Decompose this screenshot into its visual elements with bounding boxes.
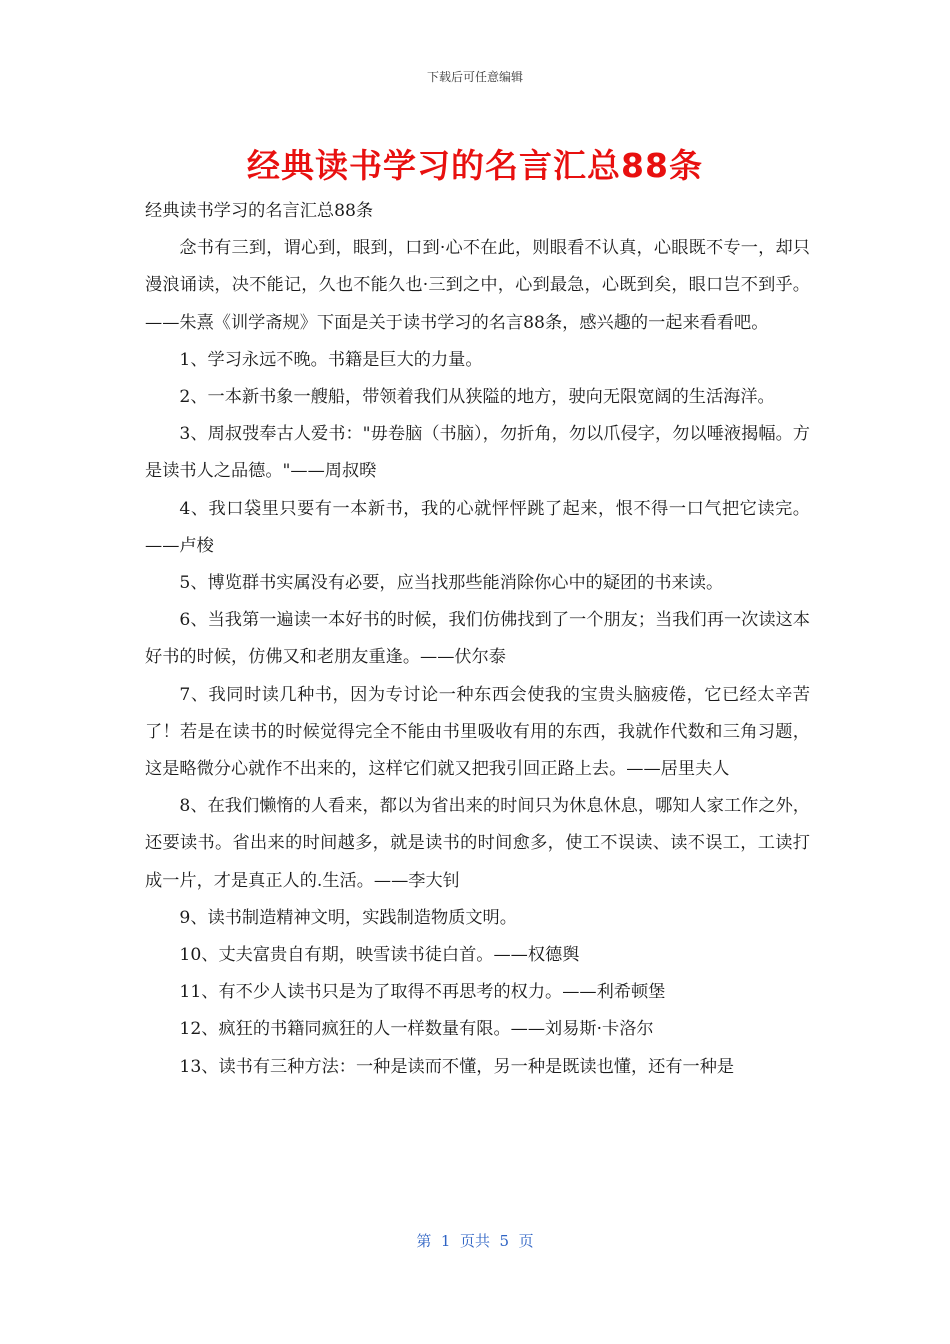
page-number-footer: 第 1 页共 5 页 [416,1232,534,1250]
document-body [145,193,810,1086]
quote-item: 2、一本新书象一艘船，带领着我们从狭隘的地方，驶向无限宽阔的生活海洋。 [179,387,775,408]
document-title: 经典读书学习的名言汇总88条 [247,146,703,185]
quote-item: 4、我口袋里只要有一本新书，我的心就怦怦跳了起来，恨不得一口气把它读完。——卢梭 [145,498,810,556]
quote-item: 5、博览群书实属没有必要，应当找那些能消除你心中的疑团的书来读。 [179,573,724,594]
quote-item: 1、学习永远不晚。书籍是巨大的力量。 [179,349,483,370]
quote-item: 7、我同时读几种书，因为专讨论一种东西会使我的宝贵头脑疲倦，它已经太辛苦了！若是在读书的时候觉得完全不能由书里吸收有用的东西，我就作代数和三角习题，这是略微分心就作不出来的，这样它们就又把我引回正路上去。——居里夫人 [145,684,810,780]
quote-item: 6、当我第一遍读一本好书的时候，我们仿佛找到了一个朋友；当我们再一次读这本好书的时候，仿佛又和老朋友重逢。——伏尔泰 [145,610,810,668]
quote-item: 9、读书制造精神文明，实践制造物质文明。 [179,907,517,928]
quote-item: 13、读书有三种方法：一种是读而不懂，另一种是既读也懂，还有一种是 [179,1056,735,1077]
quote-item: 10、丈夫富贵自有期，映雪读书徒白首。——权德舆 [179,945,580,966]
quote-item: 8、在我们懒惰的人看来，都以为省出来的时间只为休息休息，哪知人家工作之外，还要读书。省出来的时间越多，就是读书的时间愈多，使工不误读、读不误工，工读打成一片，才是真正人的.生活。——李大钊 [145,796,810,891]
quote-item: 12、疯狂的书籍同疯狂的人一样数量有限。——刘易斯·卡洛尔 [179,1019,654,1040]
header-note: 下载后可任意编辑 [426,70,523,84]
quote-item: 11、有不少人读书只是为了取得不再思考的权力。——利希顿堡 [179,982,666,1003]
quote-item: 3、周叔弢奉古人爱书："毋卷脑（书脑），勿折角，勿以爪侵字，勿以唾液揭幅。方是读书人之品德。"——周叔暌 [145,424,810,482]
document-subtitle: 经典读书学习的名言汇总88条 [145,201,374,221]
intro-paragraph: 念书有三到，谓心到，眼到，口到·心不在此，则眼看不认真，心眼既不专一，却只漫浪诵读，决不能记，久也不能久也·三到之中，心到最急，心既到矣，眼口岂不到乎。——朱熹《训学斋规》下面是关于读书学习的名言88条，感兴趣的一起来看看吧。 [145,238,810,333]
